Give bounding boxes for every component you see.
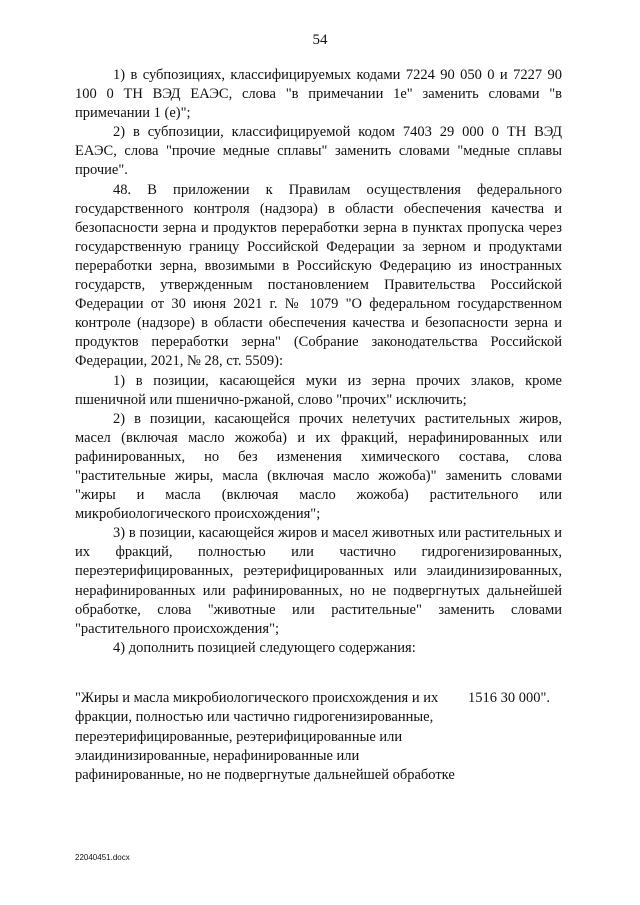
paragraph-item-48-subitem-4: 4) дополнить позицией следующего содержания: <box>113 639 416 656</box>
paragraph-item-48-subitem-2: 2) в позиции, касающейся прочих нелетучих растительных жиров, масел (включая масло жожоба) и их фракций, нерафинированных или рафинированных, но без изменения химического состава, слова "растительные жиры, масла (включая масло жожоба)" заменить словами "жиры и масла (включая масло жожоба) растительного или микробиологического происхождения"; <box>75 410 562 523</box>
paragraph-subitem-2: 2) в субпозиции, классифицируемой кодом 7403 29 000 0 ТН ВЭД ЕАЭС, слова "прочие медные сплавы" заменить словами "медные сплавы прочие". <box>75 124 562 179</box>
new-position-entry <box>75 689 565 785</box>
paragraph-item-48-subitem-1: 1) в позиции, касающейся муки из зерна прочих злаков, кроме пшеничной или пшенично-ржаной, слово "прочих" исключить; <box>75 372 562 408</box>
new-position-description: "Жиры и масла микробиологического происхождения и их фракции, полностью или частично гидрогенизированные, переэтерифицированные, реэтерифицированные или элаидинизированные, нерафинированные или рафинированные, но не подвергнутые дальнейшей обработке <box>75 690 455 784</box>
paragraph-item-48-subitem-3: 3) в позиции, касающейся жиров и масел животных или растительных и их фракций, полностью или частично гидрогенизированных, переэтерифицированных, реэтерифицированных или элаидинизированных, нерафинированных или рафинированных, но не подвергнутых дальнейшей обработке, слова "животные или растительные" заменить словами "растительного происхождения"; <box>75 525 562 637</box>
paragraph-subitem-1: 1) в субпозициях, классифицируемых кодами 7224 90 050 0 и 7227 90 100 0 ТН ВЭД ЕАЭС, слова "в примечании 1е" заменить словами "в примечании 1 (е)"; <box>75 67 562 122</box>
footer-filename: 22040451.docx <box>75 853 130 862</box>
page-number: 54 <box>312 32 328 48</box>
document-body <box>75 66 562 658</box>
new-position-code: 1516 30 000". <box>468 690 551 706</box>
paragraph-item-48: 48. В приложении к Правилам осуществления федерального государственного контроля (надзора) в области обеспечения качества и безопасности зерна и продуктов переработки зерна в пунктах пропуска через государственную границу Российской Федерации за зерном и продуктами переработки зерна, ввозимыми в Российскую Федерацию из иностранных государств, утвержденным постановлением Правительства Российской Федерации от 30 июня 2021 г. № 1079 "О федеральном государственном контроле (надзоре) в области обеспечения качества и безопасности зерна и продуктов переработки зерна" (Собрание законодательства Российской Федерации, 2021, № 28, ст. 5509): <box>75 181 562 370</box>
